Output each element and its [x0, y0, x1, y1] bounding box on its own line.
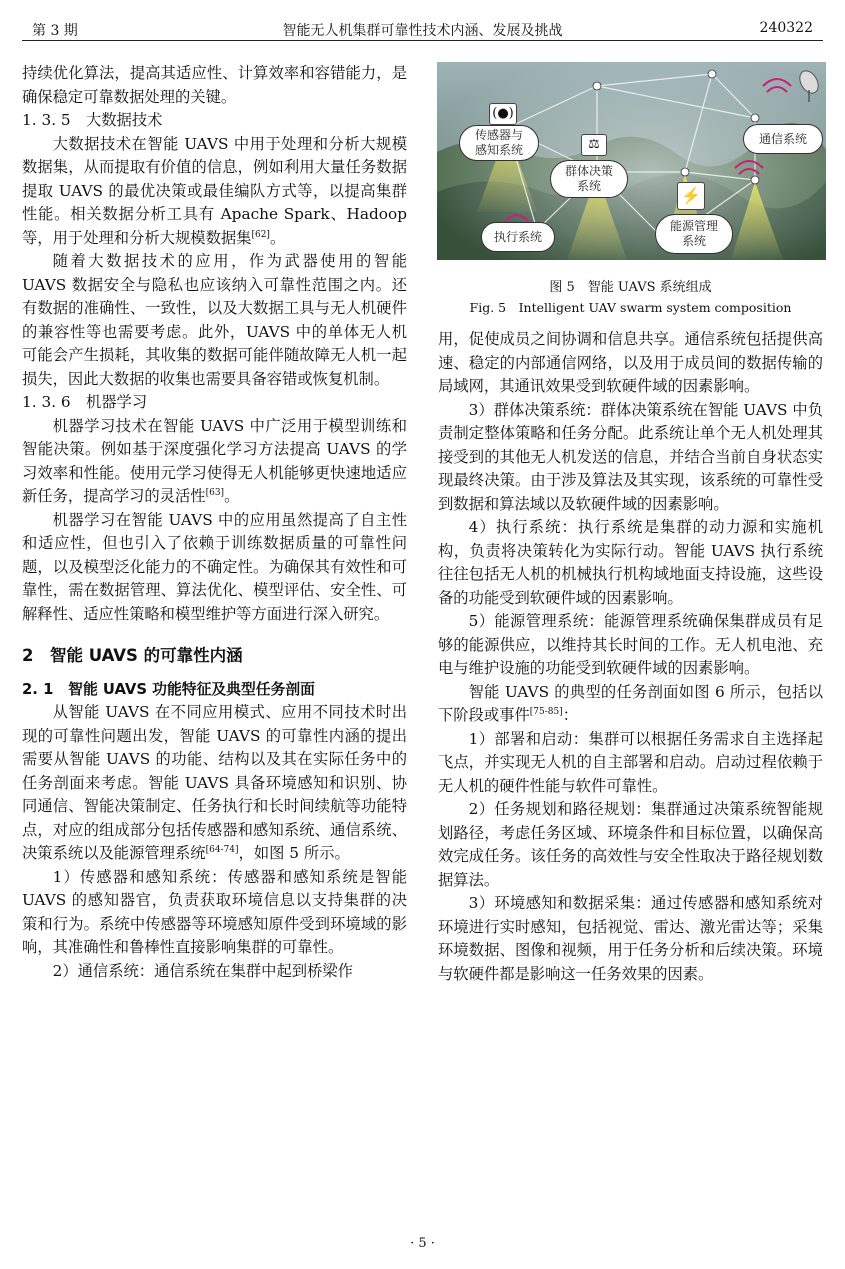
- figure-label-exec: 执行系统: [481, 222, 555, 252]
- paragraph-text: 大数据技术在智能 UAVS 中用于处理和分析大规模数据集，从而提取有价值的信息，例如利用大量任务数据提取 UAVS 的最优决策或最佳编队方式等，以提高集群性能。相关数据分析工具有 Apache Spark、Hadoop 等，用于处理和分析大规模数据集: [22, 134, 407, 247]
- issue-number: 第 3 期: [32, 23, 78, 39]
- balance-scale-icon: ⚖: [581, 134, 607, 156]
- paragraph-end: 。: [269, 228, 286, 247]
- figure-label-decision: 群体决策 系统: [550, 160, 628, 198]
- paragraph: [22, 701, 407, 866]
- paragraph-end: ：: [562, 706, 579, 724]
- paragraph-end: ，如图 5 所示。: [238, 844, 350, 862]
- paragraph: 用，促使成员之间协调和信息共享。通信系统包括提供高速、稳定的内部通信网络，以及用于成员间的数据传输的局域网，其通讯效果受到软硬件域的因素影响。: [438, 330, 823, 395]
- paragraph: [22, 415, 407, 509]
- citation: [63]: [205, 488, 225, 498]
- paragraph: 1）部署和启动：集群可以根据任务需求自主选择起飞点，并实现无人机的自主部署和启动。启动过程依赖于无人机的硬件性能与软件可靠性。: [438, 729, 823, 795]
- page-number: · 5 ·: [410, 1236, 435, 1251]
- figure-label-comm: 通信系统: [743, 124, 823, 154]
- subsection-heading-1-3-5: 1. 3. 5 大数据技术: [22, 111, 163, 129]
- subsection-heading-1-3-6: 1. 3. 6 机器学习: [22, 393, 148, 411]
- figure-caption-cn: 图 5 智能 UAVS 系统组成: [549, 280, 712, 295]
- paragraph-text: 机器学习技术在智能 UAVS 中广泛用于模型训练和智能决策。例如基于深度强化学习方法提高 UAVS 的学习效率和性能。使用元学习使得无人机能够更快速地适应新任务，提高学习的灵活性: [22, 416, 407, 505]
- paragraph: 机器学习在智能 UAVS 中的应用虽然提高了自主性和适应性，但也引入了依赖于训练数据质量的可靠性问题，以及模型泛化能力的不确定性。为确保其有效性和可靠性，需在数据管理、算法优化、模型评估、安全性、可解释性、适应性策略和模型维护等方面进行深入研究。: [22, 510, 407, 623]
- paragraph: 1）传感器和感知系统：传感器和感知系统是智能 UAVS 的感知器官，负责获取环境信息以支持集群的决策和行为。系统中传感器等环境感知原件受到环境域的影响，其准确性和鲁棒性直接影响集群的可靠性。: [22, 867, 407, 956]
- citation: [64-74]: [205, 845, 239, 855]
- paragraph: [438, 681, 823, 728]
- paragraph: 2）通信系统：通信系统在集群中起到桥梁作: [52, 961, 353, 980]
- running-title: 智能无人机集群可靠性技术内涵、发展及挑战: [282, 23, 563, 39]
- paragraph: [22, 133, 407, 251]
- right-column: [438, 62, 823, 986]
- paragraph: 随着大数据技术的应用，作为武器使用的智能 UAVS 数据安全与隐私也应该纳入可靠性范围之内。还有数据的准确性、一致性，以及大数据工具与无人机硬件的兼容性等也需要考虑。此外，UAVS 中的单体无人机可能会产生损耗，其收集的数据可能伴随故障无人机一起损失，因此大数据的收集也需要具备容错或恢复机制。: [22, 252, 407, 388]
- radar-icon: (●): [489, 103, 517, 125]
- paragraph: 3）环境感知和数据采集：通过传感器和感知系统对环境进行实时感知，包括视觉、雷达、激光雷达等；采集环境数据、图像和视频，用于任务分析和后续决策。环境与软硬件都是影响这一任务效果的因素。: [438, 894, 823, 983]
- paragraph: 持续优化算法，提高其适应性、计算效率和容错能力，是确保稳定可靠数据处理的关键。: [22, 64, 407, 106]
- paragraph: 2）任务规划和路径规划：集群通过决策系统智能规划路径，考虑任务区域、环境条件和目标位置，以确保高效完成任务。该任务的高效性与安全性取决于路径规划数据算法。: [438, 800, 823, 889]
- figure-5-image: [437, 62, 826, 260]
- section-heading-2: 2 智能 UAVS 的可靠性内涵: [22, 646, 243, 665]
- paragraph: 3）群体决策系统：群体决策系统在智能 UAVS 中负责制定整体策略和任务分配。此系统让单个无人机处理其接受到的其他无人机发送的信息，并结合当前自身状态实现最终决策。由于涉及算法及其实现，该系统的可靠性受到数据和算法域以及软硬件域的因素影响。: [438, 400, 823, 513]
- paragraph-text: 从智能 UAVS 在不同应用模式、应用不同技术时出现的可靠性问题出发，智能 UAVS 的可靠性内涵的提出需要从智能 UAVS 的功能、结构以及其在实际任务中的任务剖面来考虑。智能 UAVS 具备环境感知和识别、协同通信、智能决策制定、任务执行和长时间续航等功能特点，对应的组成部分包括传感器和感知系统、通信系统、决策系统以及能源管理系统: [22, 703, 407, 862]
- left-column: [22, 62, 407, 983]
- article-id: 240322: [759, 20, 813, 36]
- citation: [62]: [251, 229, 270, 240]
- paragraph-end: 。: [224, 487, 240, 505]
- figure-caption: [438, 278, 823, 318]
- citation: [75-85]: [529, 707, 563, 717]
- running-header: [22, 18, 823, 41]
- figure-label-energy: 能源管理 系统: [655, 214, 733, 254]
- paragraph-text: 智能 UAVS 的典型的任务剖面如图 6 所示，包括以下阶段或事件: [438, 682, 823, 724]
- paragraph: 5）能源管理系统：能源管理系统确保集群成员有足够的能源供应，以维持其长时间的工作。无人机电池、充电与维护设施的功能受到软硬件域的因素影响。: [438, 612, 823, 677]
- paragraph: 4）执行系统：执行系统是集群的动力源和实施机构，负责将决策转化为实际行动。智能 UAVS 执行系统往往包括无人机的机械执行机构域地面支持设施，这些设备的功能受到软硬件域的因素影响。: [438, 518, 823, 607]
- lightning-bolt-icon: ⚡: [677, 182, 705, 210]
- section-heading-2-1: 2. 1 智能 UAVS 功能特征及典型任务剖面: [22, 680, 315, 698]
- right-column-text: [438, 328, 823, 986]
- figure-caption-en: Fig. 5 Intelligent UAV swarm system composition: [469, 300, 792, 315]
- figure-label-sensor: 传感器与 感知系统: [459, 125, 539, 161]
